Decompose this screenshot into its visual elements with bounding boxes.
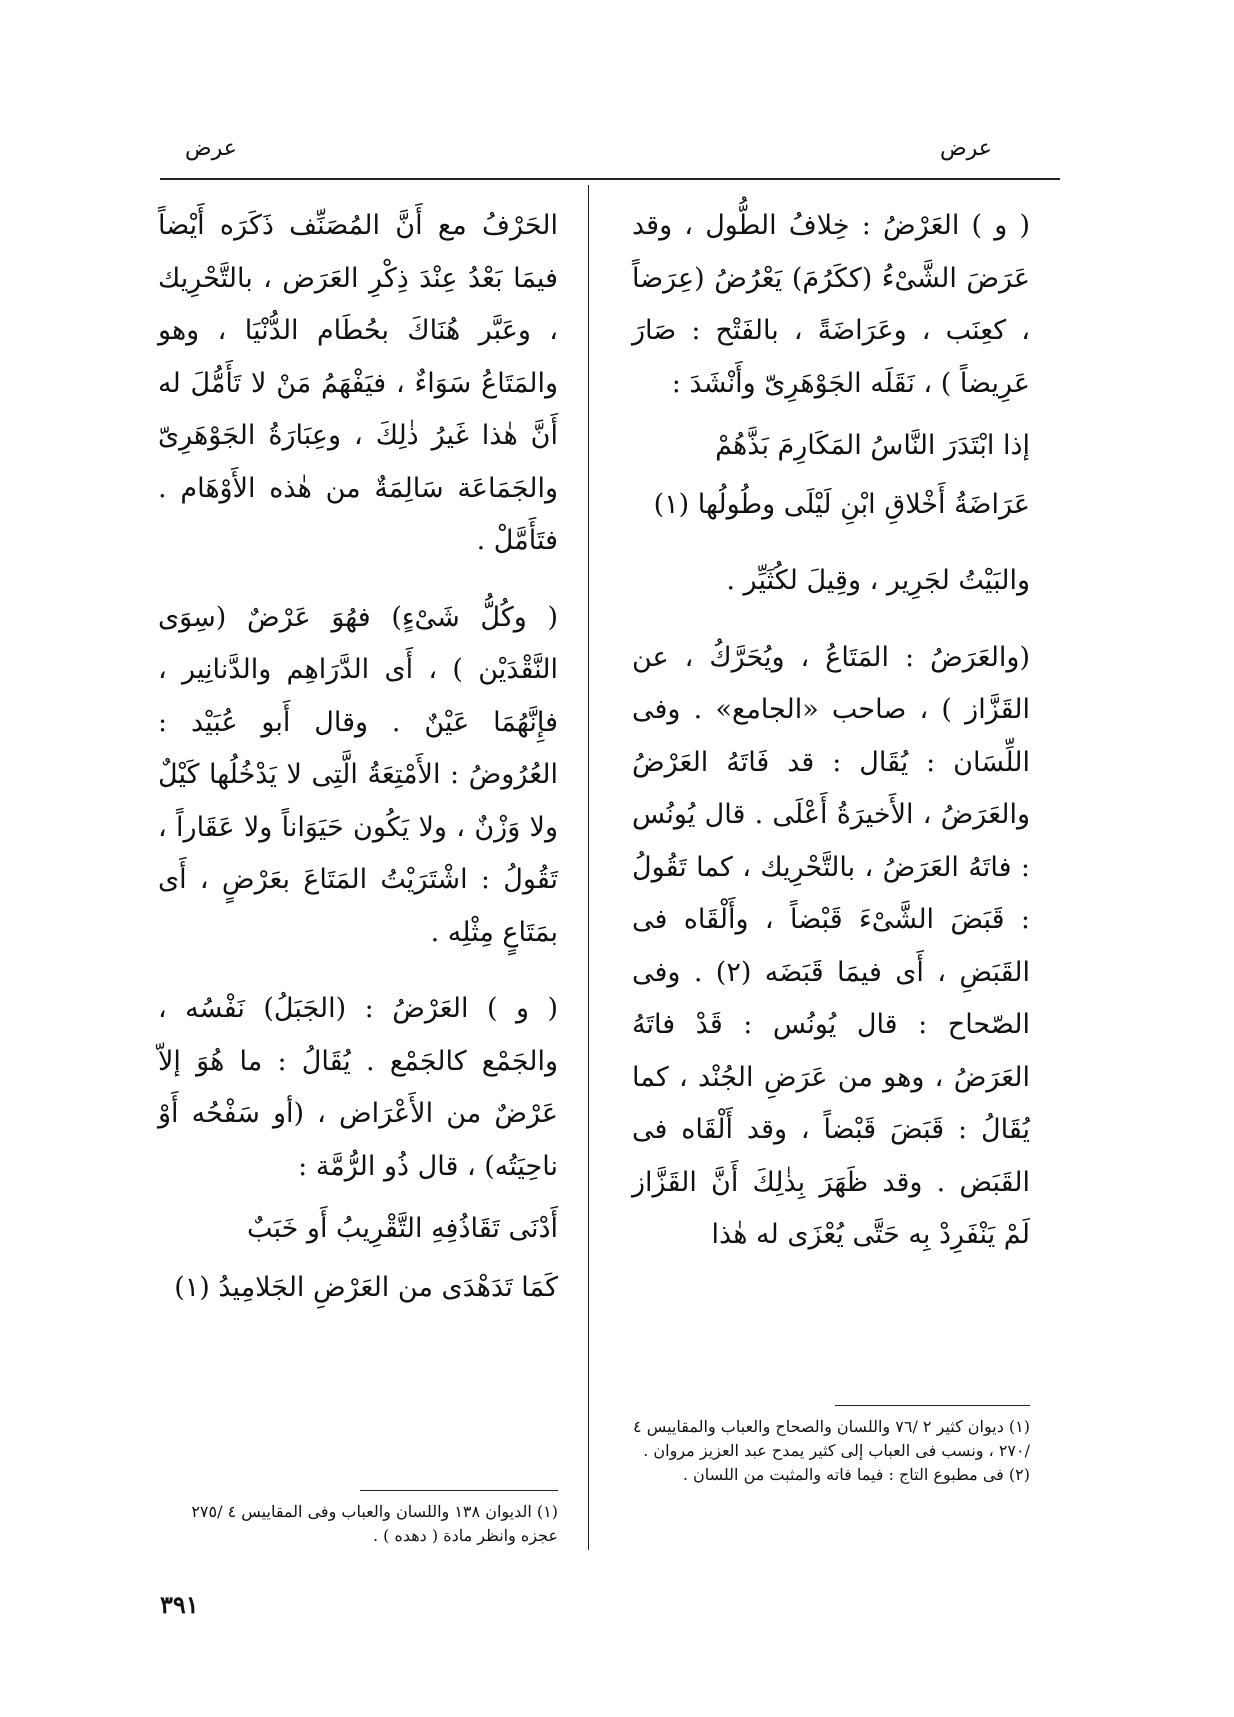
footnote-rule-right xyxy=(835,1405,1030,1406)
entry-paragraph: ( و ) العَرْضُ : خِلافُ الطُّول ، وقد عَرَضَ الشَّىْءُ (ككَرُمَ) يَعْرُضُ (عِرَضاً ، كعِنَب ، وعَرَاضَةً ، بالفَتْح : صَارَ عَرِيضاً ) ، نَقَلَه الجَوْهَرِىّ وأَنْشَدَ : xyxy=(632,210,1030,399)
footnotes-right xyxy=(632,1415,1030,1487)
footnote: (١) ديوان كثير ٢ /٧٦ واللسان والصحاح والعباب والمقاييس ٤ /٢٧٠ ، ونسب فى العباب إلى كثير يمدح عبد العزيز مروان . xyxy=(633,1417,1030,1460)
verse-line: إذا ابْتَدَرَ النَّاسُ المَكَارِمَ بَذَّهُمْ xyxy=(715,430,1030,461)
page-number: ٣٩١ xyxy=(160,1590,199,1619)
footnotes-left xyxy=(158,1500,558,1548)
entry-paragraph: الحَرْفُ مع أَنَّ المُصَنِّف ذَكَرَه أَيْضاً فيمَا بَعْدُ عِنْدَ ذِكْرِ العَرَض ، بالتَّحْرِيك ، وعَبَّر هُنَاكَ بحُطَام الدُّنْيَا ، وهو والمَتَاعُ سَوَاءٌ ، فيَفْهَمُ مَنْ لا تَأَمُّلَ له أَنَّ هٰذا غَيرُ ذٰلِكَ ، وعِبَارَةُ الجَوْهَرِىّ والجَمَاعَة سَالِمَةٌ من هٰذه الأَوْهَام . فتَأَمَّلْ . xyxy=(158,210,558,556)
header-rule xyxy=(160,178,1060,180)
entry-paragraph: (والعَرَضُ : المَتَاعُ ، ويُحَرَّكُ ، عن القَزَّاز ) ، صاحب «الجامع» . وفى اللِّسَان : يُقَال : قد فَاتَهُ العَرْضُ والعَرَضُ ، الأَخيرَةُ أَعْلَى . قال يُونُس : فاتَهُ العَرَضُ ، بالتَّحْرِيك ، كما تَقُولُ : قَبَضَ الشَّىْءَ قَبْضاً ، وأَلْقَاه فى القَبَضِ ، أَى فيمَا قَبَضَه (٢) . وفى الصّحاح : قال يُونُس : قَدْ فاتَهُ العَرَضُ ، وهو من عَرَضِ الجُنْد ، كما يُقَالُ : قَبَضَ قَبْضاً ، وقد أَلْقَاه فى القَبَض . وقد ظَهَرَ بِذٰلِكَ أَنَّ القَزَّاز لَمْ يَنْفَرِدْ بِه حَتَّى يُعْزَى له هٰذا xyxy=(632,641,1030,1250)
footnote: (١) الديوان ١٣٨ واللسان والعباب وفى المقاييس ٤ /٢٧٥ عجزه وانظر مادة ( دهده ) . xyxy=(191,1502,558,1545)
running-header-right: عرض xyxy=(940,136,992,161)
verse-line: أَدْنَى تَقَاذُفِهِ التَّقْرِيبُ أَو خَبَبٌ xyxy=(246,1213,558,1244)
footnote: (٢) فى مطبوع التاج : فيما فاته والمثبت من اللسان . xyxy=(682,1465,1030,1484)
column-divider xyxy=(588,185,589,1550)
left-column xyxy=(158,200,558,1320)
entry-paragraph: ( وكُلُّ شَىْءٍ) فهُوَ عَرْضٌ (سِوَى النَّقْدَيْن ) ، أَى الدَّرَاهِم والدَّنانِير ، فإِنَّهُمَا عَيْنٌ . وقال أَبو عُبَيْد : العُرُوضُ : الأَمْتِعَةُ الَّتِى لا يَدْخُلُها كَيْلٌ ولا وَزْنٌ ، ولا يَكُون حَيَوَاناً ولا عَقَاراً ، تَقُولُ : اشْتَرَيْتُ المَتَاعَ بعَرْضٍ ، أَى بمَتَاعٍ مِثْلِه . xyxy=(158,601,558,948)
entry-paragraph: والبَيْتُ لجَرِير ، وقِيلَ لكُثَيِّر . xyxy=(726,565,1030,596)
verse-line: كَمَا تَدَهْدَى من العَرْضِ الجَلامِيدُ (١) xyxy=(174,1271,558,1303)
verse-line: عَرَاضَةُ أَخْلاقِ ابْنِ لَيْلَى وطُولُها (١) xyxy=(653,488,1030,520)
entry-paragraph: ( و ) العَرْضُ : (الجَبَلُ) نَفْسُه ، والجَمْع كالجَمْع . يُقَالُ : ما هُوَ إلاّ عَرْضٌ من الأَعْرَاض ، (أو سَفْحُه أَوْ ناحِيَتُه) ، قال ذُو الرُّمَّة : xyxy=(158,993,558,1182)
footnote-rule-left xyxy=(360,1490,558,1491)
running-header-left: عرض xyxy=(185,136,237,161)
right-column xyxy=(632,200,1030,1286)
